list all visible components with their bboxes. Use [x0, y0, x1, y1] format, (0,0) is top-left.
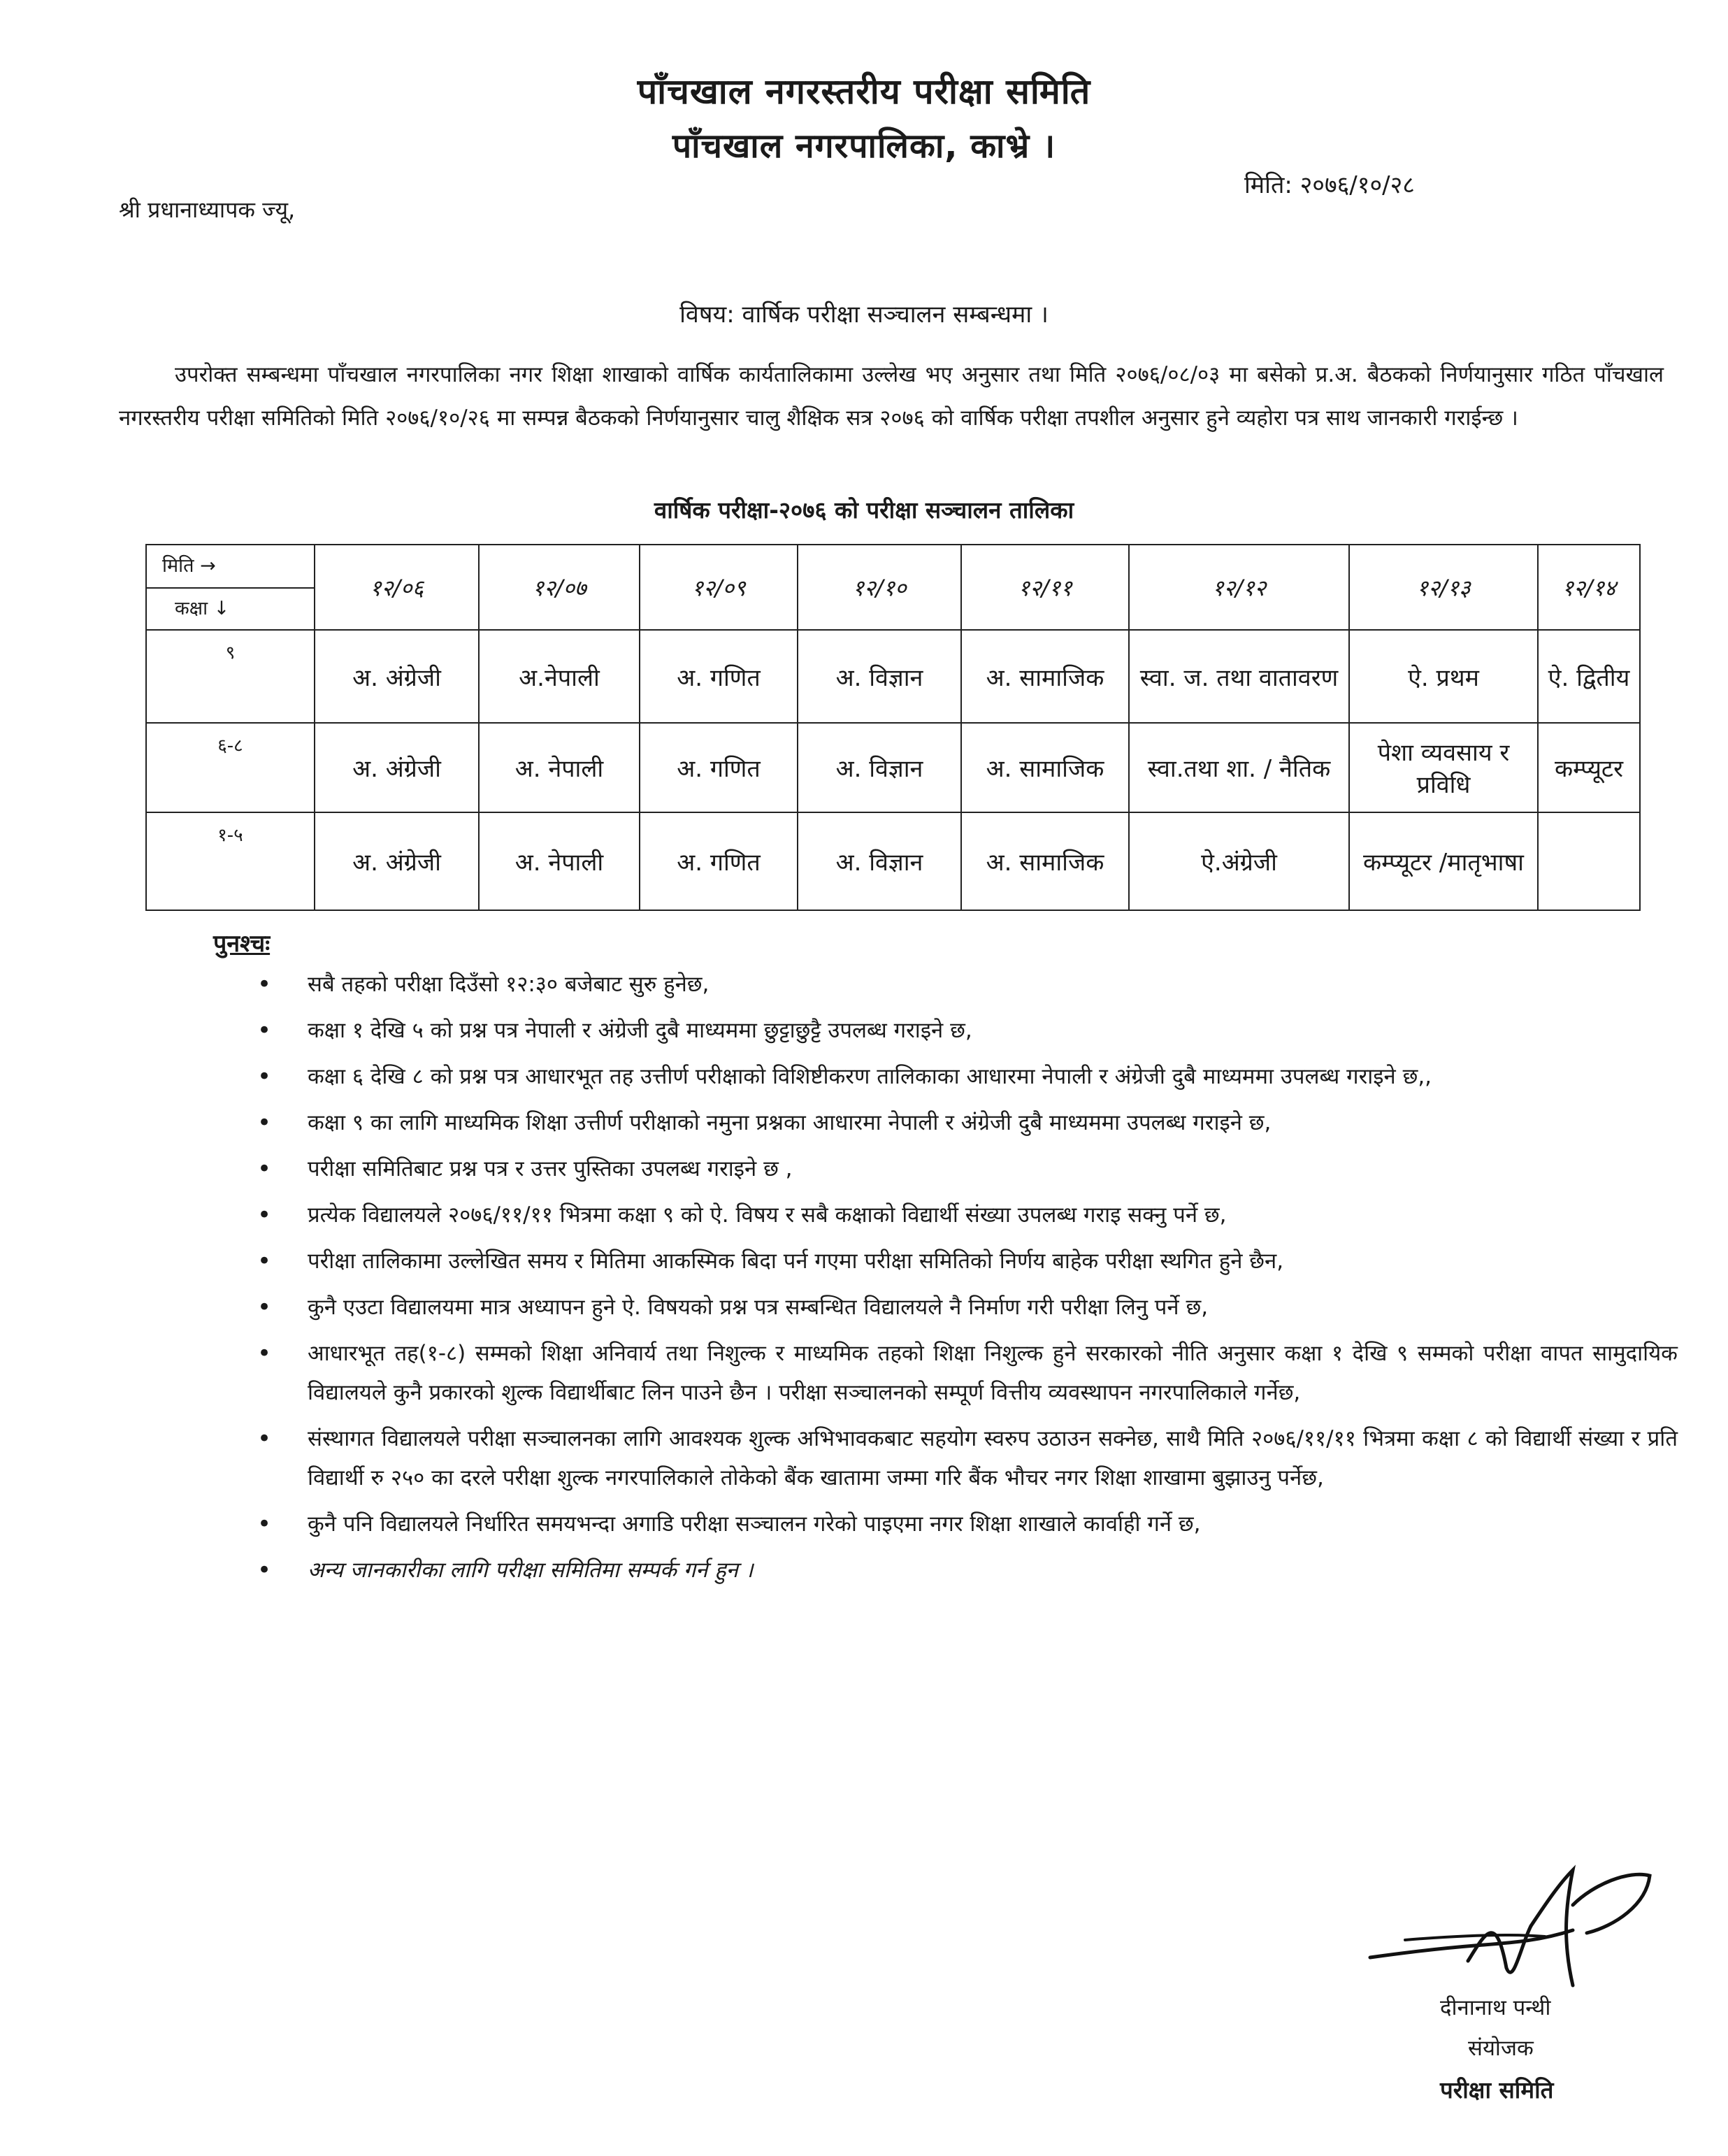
- subject-cell: पेशा व्यवसाय र प्रविधि: [1349, 723, 1538, 812]
- list-item-text: आधारभूत तह(१-८) सम्मको शिक्षा अनिवार्य तथा निशुल्क र माध्यमिक तहको शिक्षा निशुल्क हुने सरकारको नीति अनुसार कक्षा १ देखि ९ सम्मको परीक्षा वापत सामुदायिक विद्यालयले कुनै प्रकारको शुल्क विद्यार्थीबाट लिन पाउने छैन । परीक्षा सञ्चालनको सम्पूर्ण वित्तीय व्यवस्थापन नगरपालिकाले गर्नेछ,: [308, 1341, 1678, 1405]
- class-cell: ९: [146, 630, 315, 723]
- list-item: [257, 1057, 1678, 1096]
- table-row: [146, 630, 1640, 723]
- date-header: १२/०६: [315, 545, 479, 630]
- list-item: [257, 965, 1678, 1004]
- exam-schedule-table: [145, 544, 1641, 911]
- list-item-text: कुनै पनि विद्यालयले निर्धारित समयभन्दा अगाडि परीक्षा सञ्चालन गरेको पाइएमा नगर शिक्षा शाखाले कार्वाही गर्ने छ,: [308, 1511, 1201, 1537]
- table-row: [146, 723, 1640, 812]
- bullet-icon: •: [257, 1109, 272, 1137]
- bullet-icon: •: [257, 1510, 272, 1538]
- list-item-text: कक्षा ९ का लागि माध्यमिक शिक्षा उत्तीर्ण परीक्षाको नमुना प्रश्नका आधारमा नेपाली र अंग्रेजी दुबै माध्यममा उपलब्ध गराइने छ,: [308, 1110, 1272, 1135]
- signatory-role: संयोजक: [1468, 2036, 1534, 2061]
- subject-cell: अ. सामाजिक: [961, 812, 1129, 910]
- list-item: [257, 1149, 1678, 1188]
- list-item-text: कक्षा १ देखि ५ को प्रश्न पत्र नेपाली र अंग्रेजी दुबै माध्यममा छुट्टाछुट्टै उपलब्ध गराइने छ,: [308, 1018, 972, 1043]
- body-paragraph: उपरोक्त सम्बन्धमा पाँचखाल नगरपालिका नगर शिक्षा शाखाको वार्षिक कार्यतालिकामा उल्लेख भए अनुसार तथा मिति २०७६/०८/०३ मा बसेको प्र.अ. बैठकको निर्णयानुसार गठित पाँचखाल नगरस्तरीय परीक्षा समितिको मिति २०७६/१०/२६ मा सम्पन्न बैठकको निर्णयानुसार चालु शैक्षिक सत्र २०७६ को वार्षिक परीक्षा तपशील अनुसार हुने व्यहोरा पत्र साथ जानकारी गराईन्छ ।: [119, 362, 1664, 431]
- list-item-text: परीक्षा तालिकामा उल्लेखित समय र मितिमा आकस्मिक बिदा पर्न गएमा परीक्षा समितिको निर्णय बाहेक परीक्षा स्थगित हुने छैन,: [308, 1249, 1284, 1274]
- bullet-icon: •: [257, 1016, 272, 1044]
- municipality-title: पाँचखाल नगरपालिका, काभ्रे ।: [672, 127, 1056, 166]
- subject-line: विषय: वार्षिक परीक्षा सञ्चालन सम्बन्धमा ।: [679, 301, 1049, 329]
- table-corner-cell: [146, 545, 315, 630]
- list-item: [257, 1288, 1678, 1327]
- committee-title: पाँचखाल नगरस्तरीय परीक्षा समिति: [637, 71, 1091, 112]
- subject-cell: अ. सामाजिक: [961, 723, 1129, 812]
- postscript-label: पुनश्चः: [213, 930, 271, 958]
- subject-cell: ऐ. प्रथम: [1349, 630, 1538, 723]
- list-item: [257, 1242, 1678, 1281]
- subject-cell: [1538, 812, 1640, 910]
- corner-class-label: कक्षा ↓: [175, 598, 230, 619]
- list-item-text: कुनै एउटा विद्यालयमा मात्र अध्यापन हुने ऐ. विषयको प्रश्न पत्र सम्बन्धित विद्यालयले नै निर्माण गरी परीक्षा लिनु पर्ने छ,: [308, 1295, 1209, 1320]
- bullet-icon: •: [257, 1201, 272, 1229]
- list-item: [257, 1504, 1678, 1544]
- list-item: [257, 1551, 1678, 1590]
- class-cell: ६-८: [146, 723, 315, 812]
- corner-date-label: मिति →: [147, 545, 314, 589]
- bullet-icon: •: [257, 1339, 272, 1367]
- subject-cell: अ. अंग्रेजी: [315, 812, 479, 910]
- subject-cell: कम्प्यूटर: [1538, 723, 1640, 812]
- signatory-organization: परीक्षा समिति: [1440, 2076, 1554, 2104]
- subject-cell: अ. अंग्रेजी: [315, 723, 479, 812]
- subject-cell: स्वा.तथा शा. / नैतिक: [1129, 723, 1349, 812]
- subject-cell: अ. गणित: [640, 630, 798, 723]
- subject-cell: अ. गणित: [640, 812, 798, 910]
- list-item: [257, 1011, 1678, 1050]
- subject-cell: अ. विज्ञान: [798, 723, 961, 812]
- list-item-text: सबै तहको परीक्षा दिउँसो १२:३० बजेबाट सुरु हुनेछ,: [308, 972, 710, 997]
- subject-cell: अ. नेपाली: [479, 812, 640, 910]
- letter-date: मिति: २०७६/१०/२८: [1244, 171, 1415, 199]
- subject-cell: अ. विज्ञान: [798, 630, 961, 723]
- bullet-icon: •: [257, 1155, 272, 1183]
- list-item: [257, 1334, 1678, 1412]
- handwritten-signature: [1363, 1863, 1657, 1996]
- bullet-icon: •: [257, 1293, 272, 1321]
- table-row: [146, 812, 1640, 910]
- subject-cell: अ. गणित: [640, 723, 798, 812]
- bullet-icon: •: [257, 1247, 272, 1275]
- postscript-list: [257, 965, 1678, 1597]
- list-item-text: अन्य जानकारीका लागि परीक्षा समितिमा सम्पर्क गर्न हुन ।: [308, 1558, 754, 1583]
- date-header: १२/०७: [479, 545, 640, 630]
- schedule-table-title: वार्षिक परीक्षा-२०७६ को परीक्षा सञ्चालन तालिका: [654, 496, 1074, 524]
- bullet-icon: •: [257, 1556, 272, 1584]
- list-item: [257, 1419, 1678, 1497]
- bullet-icon: •: [257, 970, 272, 998]
- subject-cell: स्वा. ज. तथा वातावरण: [1129, 630, 1349, 723]
- subject-cell: अ.नेपाली: [479, 630, 640, 723]
- date-header: १२/१३: [1349, 545, 1538, 630]
- bullet-icon: •: [257, 1063, 272, 1091]
- subject-cell: अ. अंग्रेजी: [315, 630, 479, 723]
- date-header: १२/१२: [1129, 545, 1349, 630]
- subject-cell: अ. नेपाली: [479, 723, 640, 812]
- list-item: [257, 1103, 1678, 1142]
- list-item-text: प्रत्येक विद्यालयले २०७६/११/११ भित्रमा कक्षा ९ को ऐ. विषय र सबै कक्षाको विद्यार्थी संख्या उपलब्ध गराइ सक्नु पर्ने छ,: [308, 1202, 1227, 1228]
- date-header: १२/११: [961, 545, 1129, 630]
- list-item-text: कक्षा ६ देखि ८ को प्रश्न पत्र आधारभूत तह उत्तीर्ण परीक्षाको विशिष्टीकरण तालिकाका आधारमा नेपाली र अंग्रेजी दुबै माध्यममा उपलब्ध गराइने छ,,: [308, 1064, 1432, 1089]
- list-item-text: संस्थागत विद्यालयले परीक्षा सञ्चालनका लागि आवश्यक शुल्क अभिभावकबाट सहयोग स्वरुप उठाउन सक्नेछ, साथै मिति २०७६/११/११ भित्रमा कक्षा ८ को विद्यार्थी संख्या र प्रति विद्यार्थी रु २५० का दरले परीक्षा शुल्क नगरपालिकाले तोकेको बैंक खातामा जम्मा गरि बैंक भौचर नगर शिक्षा शाखामा बुझाउनु पर्नेछ,: [308, 1426, 1678, 1490]
- subject-cell: अ. विज्ञान: [798, 812, 961, 910]
- recipient-line: श्री प्रधानाध्यापक ज्यू,: [119, 196, 296, 223]
- subject-cell: ऐ. द्वितीय: [1538, 630, 1640, 723]
- list-item: [257, 1195, 1678, 1235]
- date-header: १२/१०: [798, 545, 961, 630]
- bullet-icon: •: [257, 1425, 272, 1453]
- subject-cell: ऐ.अंग्रेजी: [1129, 812, 1349, 910]
- date-header: १२/१४: [1538, 545, 1640, 630]
- table-header-row: [146, 545, 1640, 630]
- signatory-name: दीनानाथ पन्थी: [1440, 1995, 1551, 2020]
- subject-cell: कम्प्यूटर /मातृभाषा: [1349, 812, 1538, 910]
- list-item-text: परीक्षा समितिबाट प्रश्न पत्र र उत्तर पुस्तिका उपलब्ध गराइने छ ,: [308, 1156, 793, 1181]
- class-cell: १-५: [146, 812, 315, 910]
- date-header: १२/०९: [640, 545, 798, 630]
- subject-cell: अ. सामाजिक: [961, 630, 1129, 723]
